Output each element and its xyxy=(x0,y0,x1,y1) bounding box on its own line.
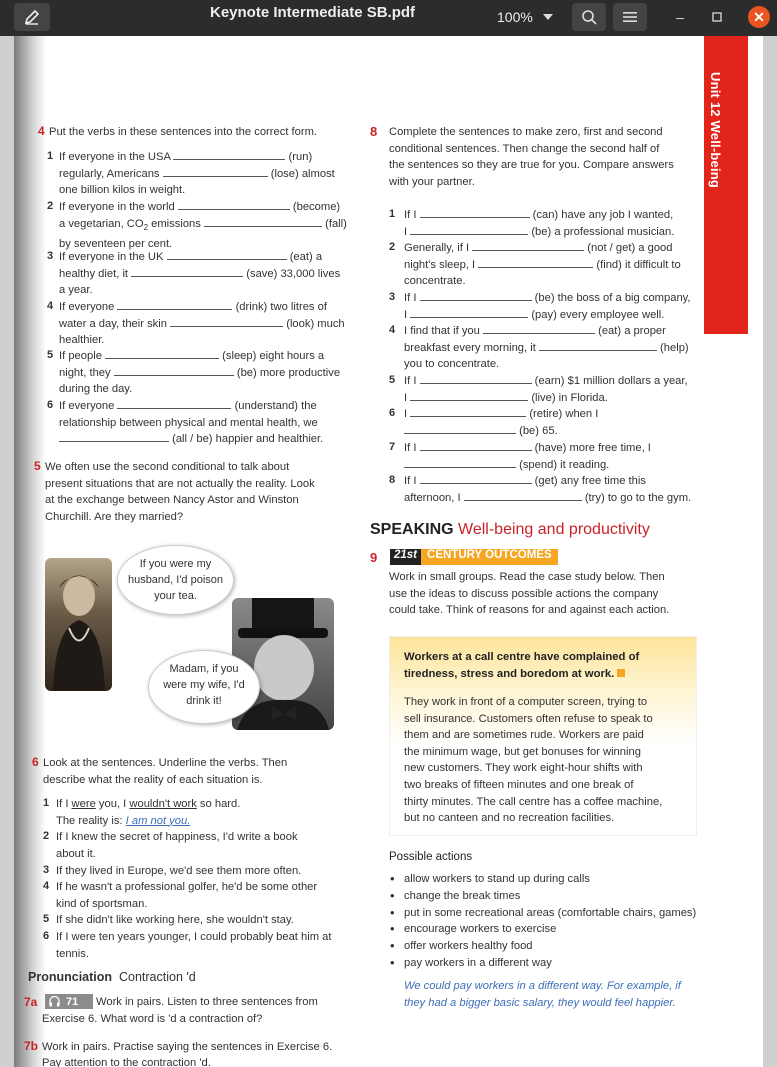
answer-blank[interactable] xyxy=(420,291,532,301)
exercise-7a-number: 7a xyxy=(24,995,38,1009)
exercise-8-item: I find that if you (eat) a proper breakfast every morning, it (help) you to concentrate. xyxy=(404,325,689,371)
title-bar xyxy=(0,0,777,36)
list-item: • allow workers to stand up during calls xyxy=(388,871,696,888)
exercise-6-item-number: 3 xyxy=(43,864,50,876)
unit-tab xyxy=(704,36,748,334)
list-item: • put in some recreational areas (comfortable chairs, games) xyxy=(388,905,696,922)
exercise-4-item: If everyone in the world (become) a vegetarian, $CO_2$ emissions (fall) by seventeen per cent. xyxy=(59,201,347,251)
exercise-4-item: If everyone in the UK (eat) a healthy diet, it (save) 33,000 lives a year. xyxy=(59,251,341,297)
list-item: • pay workers in a different way xyxy=(388,955,696,972)
speaking-heading: SPEAKING Well-being and productivity xyxy=(370,521,650,538)
answer-blank[interactable] xyxy=(131,267,243,277)
exercise-8-instruction: Complete the sentences to make zero, first and second conditional sentences. Then change the second half of the sentences so they are true for you. Compare answers with your partner. xyxy=(389,126,674,188)
chevron-down-icon xyxy=(543,13,553,21)
example-answer-text: We could pay workers in a different way. For example, if they had a bigger basic salary, they would feel happier. xyxy=(404,980,681,1009)
headphones-icon xyxy=(49,996,60,1007)
exercise-4-number: 4 xyxy=(38,124,45,138)
possible-actions-list xyxy=(388,871,696,972)
exercise-4-item: If everyone (understand) the relationship between physical and mental health, we (all / be) happier and healthier. xyxy=(59,400,324,446)
case-study-body: They work in front of a computer screen, trying to sell insurance. Customers often refuse to speak to them and are sometimes rude. Workers are paid the minimum wage, but get bonuses for winning new customers. They work eight-hour shifts with two breaks of fifteen minutes and one break of thirty minutes. The call centre has a coffee machine, but no canteen and no recreation facilities. xyxy=(404,696,663,825)
answer-blank[interactable] xyxy=(178,200,290,210)
exercise-8-item-number: 2 xyxy=(389,241,396,253)
hamburger-icon xyxy=(623,11,637,23)
minimize-button[interactable] xyxy=(669,6,691,28)
exercise-8-item: If I (earn) $1 million dollars a year, I (live) in Florida. xyxy=(404,375,688,404)
exercise-8-item: I (retire) when I (be) 65. xyxy=(404,408,599,437)
answer-blank[interactable] xyxy=(464,491,582,501)
answer-blank[interactable] xyxy=(59,432,169,442)
answer-blank[interactable] xyxy=(410,407,526,417)
answer-blank[interactable] xyxy=(204,217,322,227)
exercise-8-item: If I (be) the boss of a big company, I (pay) every employee well. xyxy=(404,292,691,321)
exercise-8-item-number: 1 xyxy=(389,208,396,220)
exercise-6-item-1: If I were you, I wouldn't work so hard. The reality is: I am not you. xyxy=(56,798,241,827)
exercise-6-item-number: 6 xyxy=(43,930,50,942)
answer-blank[interactable] xyxy=(117,300,232,310)
exercise-7b-line-1: Work in pairs. Practise saying the sentences in Exercise 6. xyxy=(42,1041,333,1053)
answer-blank[interactable] xyxy=(167,250,287,260)
exercise-4-item-number: 3 xyxy=(47,250,54,262)
churchill-speech-bubble: Madam, if you were my wife, I'd drink it! xyxy=(148,650,260,724)
exercise-8-item: If I (get) any free time this afternoon, I (try) to go to the gym. xyxy=(404,475,692,504)
exercise-9-number: 9 xyxy=(370,550,378,565)
exercise-8-item: If I (can) have any job I wanted, I (be) a professional musician. xyxy=(404,209,675,238)
answer-blank[interactable] xyxy=(404,458,516,468)
answer-blank[interactable] xyxy=(410,308,528,318)
zoom-select[interactable] xyxy=(487,3,563,31)
exercise-8-item: Generally, if I (not / get) a good night's sleep, I (find) it difficult to concentrate. xyxy=(404,242,681,288)
search-button[interactable] xyxy=(572,3,606,31)
answer-blank[interactable] xyxy=(170,317,283,327)
answer-blank[interactable] xyxy=(410,391,528,401)
answer-blank[interactable] xyxy=(420,474,532,484)
exercise-6-item-number: 2 xyxy=(43,830,50,842)
list-item: • change the break times xyxy=(388,888,696,905)
unit-label: Unit 12 Well-being xyxy=(708,72,723,189)
exercise-8-item-number: 8 xyxy=(389,474,396,486)
exercise-4-instruction: Put the verbs in these sentences into the correct form. xyxy=(49,126,318,138)
answer-blank[interactable] xyxy=(173,150,285,160)
answer-blank[interactable] xyxy=(420,374,532,384)
page-binding-shadow xyxy=(14,36,46,1067)
exercise-4-item: If everyone (drink) two litres of water a day, their skin (look) much healthier. xyxy=(59,301,345,347)
exercise-4-item-number: 4 xyxy=(47,300,54,312)
list-item: • encourage workers to exercise xyxy=(388,921,696,938)
answer-blank[interactable] xyxy=(483,324,595,334)
exercise-6-item: If he wasn't a professional golfer, he'd be some other kind of sportsman. xyxy=(56,881,318,910)
nancy-astor-photo xyxy=(45,558,112,691)
answer-blank[interactable] xyxy=(472,241,584,251)
exercise-8-number: 8 xyxy=(370,124,378,139)
exercise-6-item: If they lived in Europe, we'd see them more often. xyxy=(56,865,302,877)
century-outcomes-badge: 21st CENTURY OUTCOMES xyxy=(390,549,558,565)
answer-blank[interactable] xyxy=(410,225,528,235)
exercise-6-item: If I knew the secret of happiness, I'd write a book about it. xyxy=(56,831,298,860)
answer-blank[interactable] xyxy=(105,349,219,359)
exercise-7b-number: 7b xyxy=(24,1039,39,1053)
exercise-7a-line-2: Exercise 6. What word is 'd a contraction of? xyxy=(42,1013,263,1025)
exercise-5-number: 5 xyxy=(34,459,41,473)
exercise-6-item: If she didn't like working here, she wouldn't stay. xyxy=(56,914,294,926)
pencil-icon xyxy=(24,9,40,25)
exercise-8-item-number: 7 xyxy=(389,441,396,453)
track-number: 71 xyxy=(66,995,79,1008)
minimize-icon: – xyxy=(676,9,684,25)
heading-marker xyxy=(617,669,625,677)
exercise-7b-line-2: Pay attention to the contraction 'd. xyxy=(42,1057,211,1067)
answer-blank[interactable] xyxy=(114,366,234,376)
answer-blank[interactable] xyxy=(478,258,593,268)
exercise-4-item-number: 6 xyxy=(47,399,54,411)
answer-blank[interactable] xyxy=(163,167,268,177)
exercise-6-item: If I were ten years younger, I could probably beat him at tennis. xyxy=(56,931,332,960)
edit-annotate-button[interactable] xyxy=(14,3,50,31)
exercise-4-item: If people (sleep) eight hours a night, they (be) more productive during the day. xyxy=(59,350,341,396)
exercise-6-instruction: Look at the sentences. Underline the verbs. Then describe what the reality of each situation is. xyxy=(43,757,288,786)
exercise-4-item-number: 2 xyxy=(47,200,54,212)
exercise-8-item-number: 6 xyxy=(389,407,396,419)
exercise-8-item-number: 4 xyxy=(389,324,396,336)
example-answer: I am not you. xyxy=(125,814,191,827)
zoom-value: 100% xyxy=(497,9,533,25)
exercise-4-item-number: 5 xyxy=(47,349,54,361)
answer-blank[interactable] xyxy=(420,441,532,451)
exercise-8-item-number: 5 xyxy=(389,374,396,386)
list-item: • offer workers healthy food xyxy=(388,938,696,955)
exercise-6-item-1-number: 1 xyxy=(43,797,50,809)
astor-speech-bubble: If you were my husband, I'd poison your tea. xyxy=(117,545,234,615)
exercise-8-item-number: 3 xyxy=(389,291,396,303)
pronunciation-heading: Pronunciation Contraction 'd xyxy=(28,970,196,984)
close-icon: ✕ xyxy=(753,8,765,25)
exercise-7a-line-1: Work in pairs. Listen to three sentences from xyxy=(96,996,318,1008)
answer-blank[interactable] xyxy=(404,424,516,434)
maximize-icon xyxy=(712,12,722,22)
exercise-4-item: If everyone in the USA (run) regularly, Americans (lose) almost one billion kilos in weight. xyxy=(59,151,335,197)
exercise-4-item-number: 1 xyxy=(47,150,54,162)
maximize-button[interactable] xyxy=(706,6,728,28)
exercise-6-item-number: 4 xyxy=(43,880,50,892)
close-button[interactable] xyxy=(748,6,770,28)
exercise-6-item-number: 5 xyxy=(43,913,50,925)
search-icon xyxy=(581,9,597,25)
case-study-heading: Workers at a call centre have complained of tiredness, stress and boredom at work. xyxy=(404,651,640,680)
answer-blank[interactable] xyxy=(539,341,657,351)
possible-actions-title: Possible actions xyxy=(389,851,473,863)
answer-blank[interactable] xyxy=(420,208,530,218)
exercise-8-item: If I (have) more free time, I (spend) it reading. xyxy=(404,442,651,471)
menu-button[interactable] xyxy=(613,3,647,31)
window-title: Keynote Intermediate SB.pdf xyxy=(210,4,416,21)
answer-blank[interactable] xyxy=(117,399,231,409)
exercise-5-text: We often use the second conditional to talk about present situations that are not actually the reality. Look at the exchange between Nancy Astor and Winston Churchill. Are they married? xyxy=(45,461,315,523)
exercise-9-text: Work in small groups. Read the case study below. Then use the ideas to discuss possible actions the company could take. Think of reasons for and against each action. xyxy=(389,571,670,617)
exercise-6-number: 6 xyxy=(32,755,39,769)
audio-track-button[interactable] xyxy=(45,994,93,1009)
